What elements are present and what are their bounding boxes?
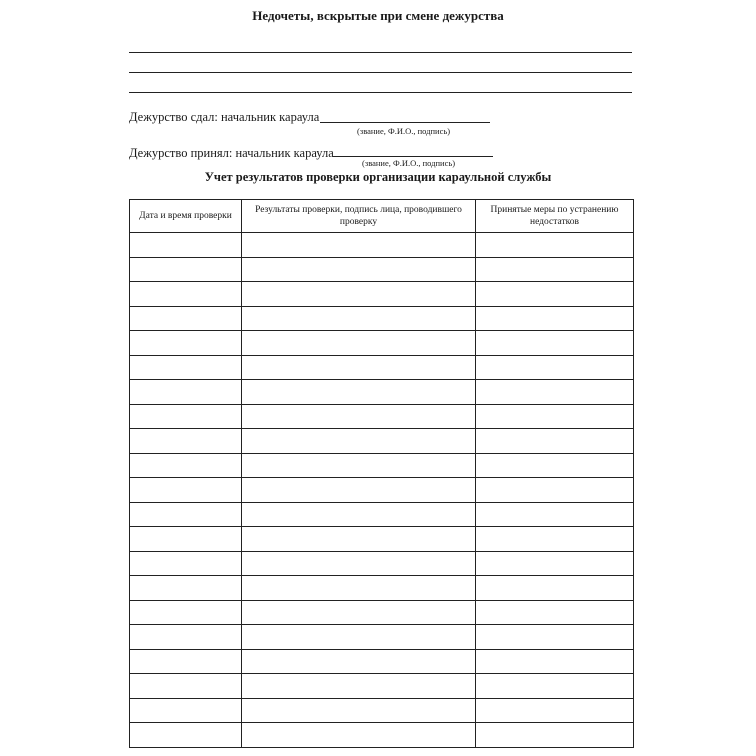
measures-cell[interactable] [476, 331, 634, 356]
measures-cell[interactable] [476, 380, 634, 405]
table-row [130, 625, 634, 650]
results-cell[interactable] [242, 453, 476, 478]
measures-cell[interactable] [476, 306, 634, 331]
date-cell[interactable] [130, 331, 242, 356]
date-cell[interactable] [130, 625, 242, 650]
results-cell[interactable] [242, 233, 476, 258]
measures-cell[interactable] [476, 551, 634, 576]
date-cell[interactable] [130, 282, 242, 307]
table-row [130, 257, 634, 282]
table-row [130, 404, 634, 429]
date-cell[interactable] [130, 478, 242, 503]
table-row [130, 478, 634, 503]
handed-over-label: Дежурство сдал: начальник караула [129, 110, 320, 124]
table-row [130, 502, 634, 527]
table-row [130, 282, 634, 307]
results-cell[interactable] [242, 674, 476, 699]
date-cell[interactable] [130, 674, 242, 699]
page-title: Недочеты, вскрытые при смене дежурства [252, 8, 504, 23]
deficiency-line-3 [129, 92, 632, 93]
measures-cell[interactable] [476, 527, 634, 552]
results-cell[interactable] [242, 527, 476, 552]
measures-cell[interactable] [476, 404, 634, 429]
measures-cell[interactable] [476, 478, 634, 503]
table-row [130, 527, 634, 552]
table-row [130, 306, 634, 331]
date-cell[interactable] [130, 404, 242, 429]
measures-cell[interactable] [476, 453, 634, 478]
results-cell[interactable] [242, 551, 476, 576]
table-row [130, 576, 634, 601]
table-row [130, 233, 634, 258]
measures-cell[interactable] [476, 355, 634, 380]
received-hint: (звание, Ф.И.О., подпись) [362, 158, 456, 168]
column-header-results: Результаты проверки, подпись лица, проводившего проверку [242, 200, 476, 233]
results-cell[interactable] [242, 355, 476, 380]
date-cell[interactable] [130, 380, 242, 405]
table-row [130, 380, 634, 405]
results-cell[interactable] [242, 478, 476, 503]
table-row [130, 551, 634, 576]
measures-cell[interactable] [476, 625, 634, 650]
results-cell[interactable] [242, 331, 476, 356]
date-cell[interactable] [130, 649, 242, 674]
handed-over-hint: (звание, Ф.И.О., подпись) [357, 126, 451, 136]
results-cell[interactable] [242, 576, 476, 601]
table-row [130, 355, 634, 380]
date-cell[interactable] [130, 453, 242, 478]
section-title: Учет результатов проверки организации караульной службы [204, 170, 552, 184]
received-signature-line [333, 156, 493, 157]
date-cell[interactable] [130, 233, 242, 258]
results-cell[interactable] [242, 625, 476, 650]
received-label: Дежурство принял: начальник караула [129, 146, 334, 160]
results-cell[interactable] [242, 600, 476, 625]
table-row [130, 674, 634, 699]
date-cell[interactable] [130, 551, 242, 576]
results-cell[interactable] [242, 502, 476, 527]
handed-over-signature-line [320, 122, 490, 123]
results-cell[interactable] [242, 698, 476, 723]
deficiency-line-2 [129, 72, 632, 73]
date-cell[interactable] [130, 600, 242, 625]
date-cell[interactable] [130, 355, 242, 380]
table-header-row [130, 200, 634, 233]
measures-cell[interactable] [476, 576, 634, 601]
measures-cell[interactable] [476, 233, 634, 258]
results-cell[interactable] [242, 282, 476, 307]
table-row [130, 649, 634, 674]
table-body [130, 233, 634, 748]
results-cell[interactable] [242, 649, 476, 674]
table-row [130, 698, 634, 723]
date-cell[interactable] [130, 257, 242, 282]
date-cell[interactable] [130, 429, 242, 454]
table-row [130, 429, 634, 454]
results-cell[interactable] [242, 380, 476, 405]
table-row [130, 453, 634, 478]
table-row [130, 600, 634, 625]
measures-cell[interactable] [476, 649, 634, 674]
deficiency-line-1 [129, 52, 632, 53]
inspection-log-table [129, 199, 634, 748]
measures-cell[interactable] [476, 282, 634, 307]
results-cell[interactable] [242, 404, 476, 429]
date-cell[interactable] [130, 723, 242, 748]
table-row [130, 331, 634, 356]
table-row [130, 723, 634, 748]
measures-cell[interactable] [476, 502, 634, 527]
measures-cell[interactable] [476, 429, 634, 454]
results-cell[interactable] [242, 723, 476, 748]
date-cell[interactable] [130, 306, 242, 331]
measures-cell[interactable] [476, 257, 634, 282]
date-cell[interactable] [130, 527, 242, 552]
column-header-date: Дата и время проверки [130, 200, 242, 233]
measures-cell[interactable] [476, 723, 634, 748]
measures-cell[interactable] [476, 674, 634, 699]
results-cell[interactable] [242, 257, 476, 282]
measures-cell[interactable] [476, 600, 634, 625]
date-cell[interactable] [130, 502, 242, 527]
measures-cell[interactable] [476, 698, 634, 723]
column-header-measures: Принятые меры по устранению недостатков [476, 200, 634, 233]
date-cell[interactable] [130, 698, 242, 723]
date-cell[interactable] [130, 576, 242, 601]
results-cell[interactable] [242, 306, 476, 331]
results-cell[interactable] [242, 429, 476, 454]
